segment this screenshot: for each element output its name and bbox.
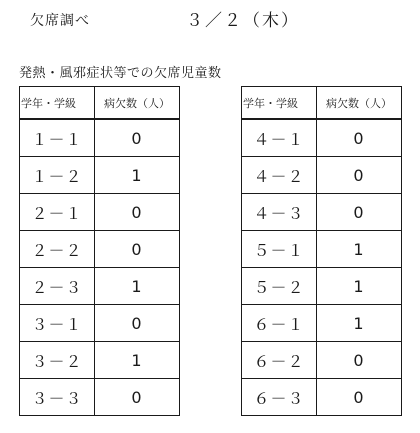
column-header-class: 学年・学級 [242,87,317,120]
class-cell: ２－３ [20,268,95,305]
count-cell: 1 [317,268,402,305]
page-date: ３／２（木） [186,11,300,31]
table-row [242,379,402,416]
class-cell: ５－２ [242,268,317,305]
count-cell: 0 [317,119,402,157]
table-row [242,157,402,194]
table-header-row [20,87,180,120]
count-cell: 0 [317,342,402,379]
table-row [20,231,180,268]
table-row [242,119,402,157]
table-row [242,342,402,379]
count-cell: 1 [95,268,180,305]
class-cell: ３－１ [20,305,95,342]
column-header-count: 病欠数（人） [317,87,402,120]
class-cell: ３－３ [20,379,95,416]
count-cell: 0 [95,379,180,416]
count-cell: 1 [317,305,402,342]
column-header-count: 病欠数（人） [95,87,180,120]
table-header-row [242,87,402,120]
count-cell: 0 [317,194,402,231]
table-row [20,305,180,342]
class-cell: ６－２ [242,342,317,379]
count-cell: 1 [95,157,180,194]
table-row [20,194,180,231]
count-cell: 0 [95,231,180,268]
class-cell: ４－３ [242,194,317,231]
count-cell: 0 [95,119,180,157]
count-cell: 1 [317,231,402,268]
table-row [20,119,180,157]
column-header-class: 学年・学級 [20,87,95,120]
class-cell: ４－２ [242,157,317,194]
table-row [242,231,402,268]
absence-table-left [19,86,180,416]
absence-table-right [241,86,402,416]
count-cell: 0 [95,305,180,342]
table-row [20,342,180,379]
class-cell: ２－２ [20,231,95,268]
table-row [242,194,402,231]
count-cell: 0 [317,379,402,416]
class-cell: ４－１ [242,119,317,157]
table-row [20,379,180,416]
class-cell: ５－１ [242,231,317,268]
class-cell: １－２ [20,157,95,194]
page-title: 欠席調べ [30,13,90,29]
class-cell: ６－１ [242,305,317,342]
class-cell: ２－１ [20,194,95,231]
table-row [242,268,402,305]
table-caption: 発熱・風邪症状等での欠席児童数 [19,66,222,81]
table-row [20,268,180,305]
class-cell: ６－３ [242,379,317,416]
table-row [242,305,402,342]
table-row [20,157,180,194]
count-cell: 0 [317,157,402,194]
class-cell: ３－２ [20,342,95,379]
class-cell: １－１ [20,119,95,157]
count-cell: 0 [95,194,180,231]
count-cell: 1 [95,342,180,379]
